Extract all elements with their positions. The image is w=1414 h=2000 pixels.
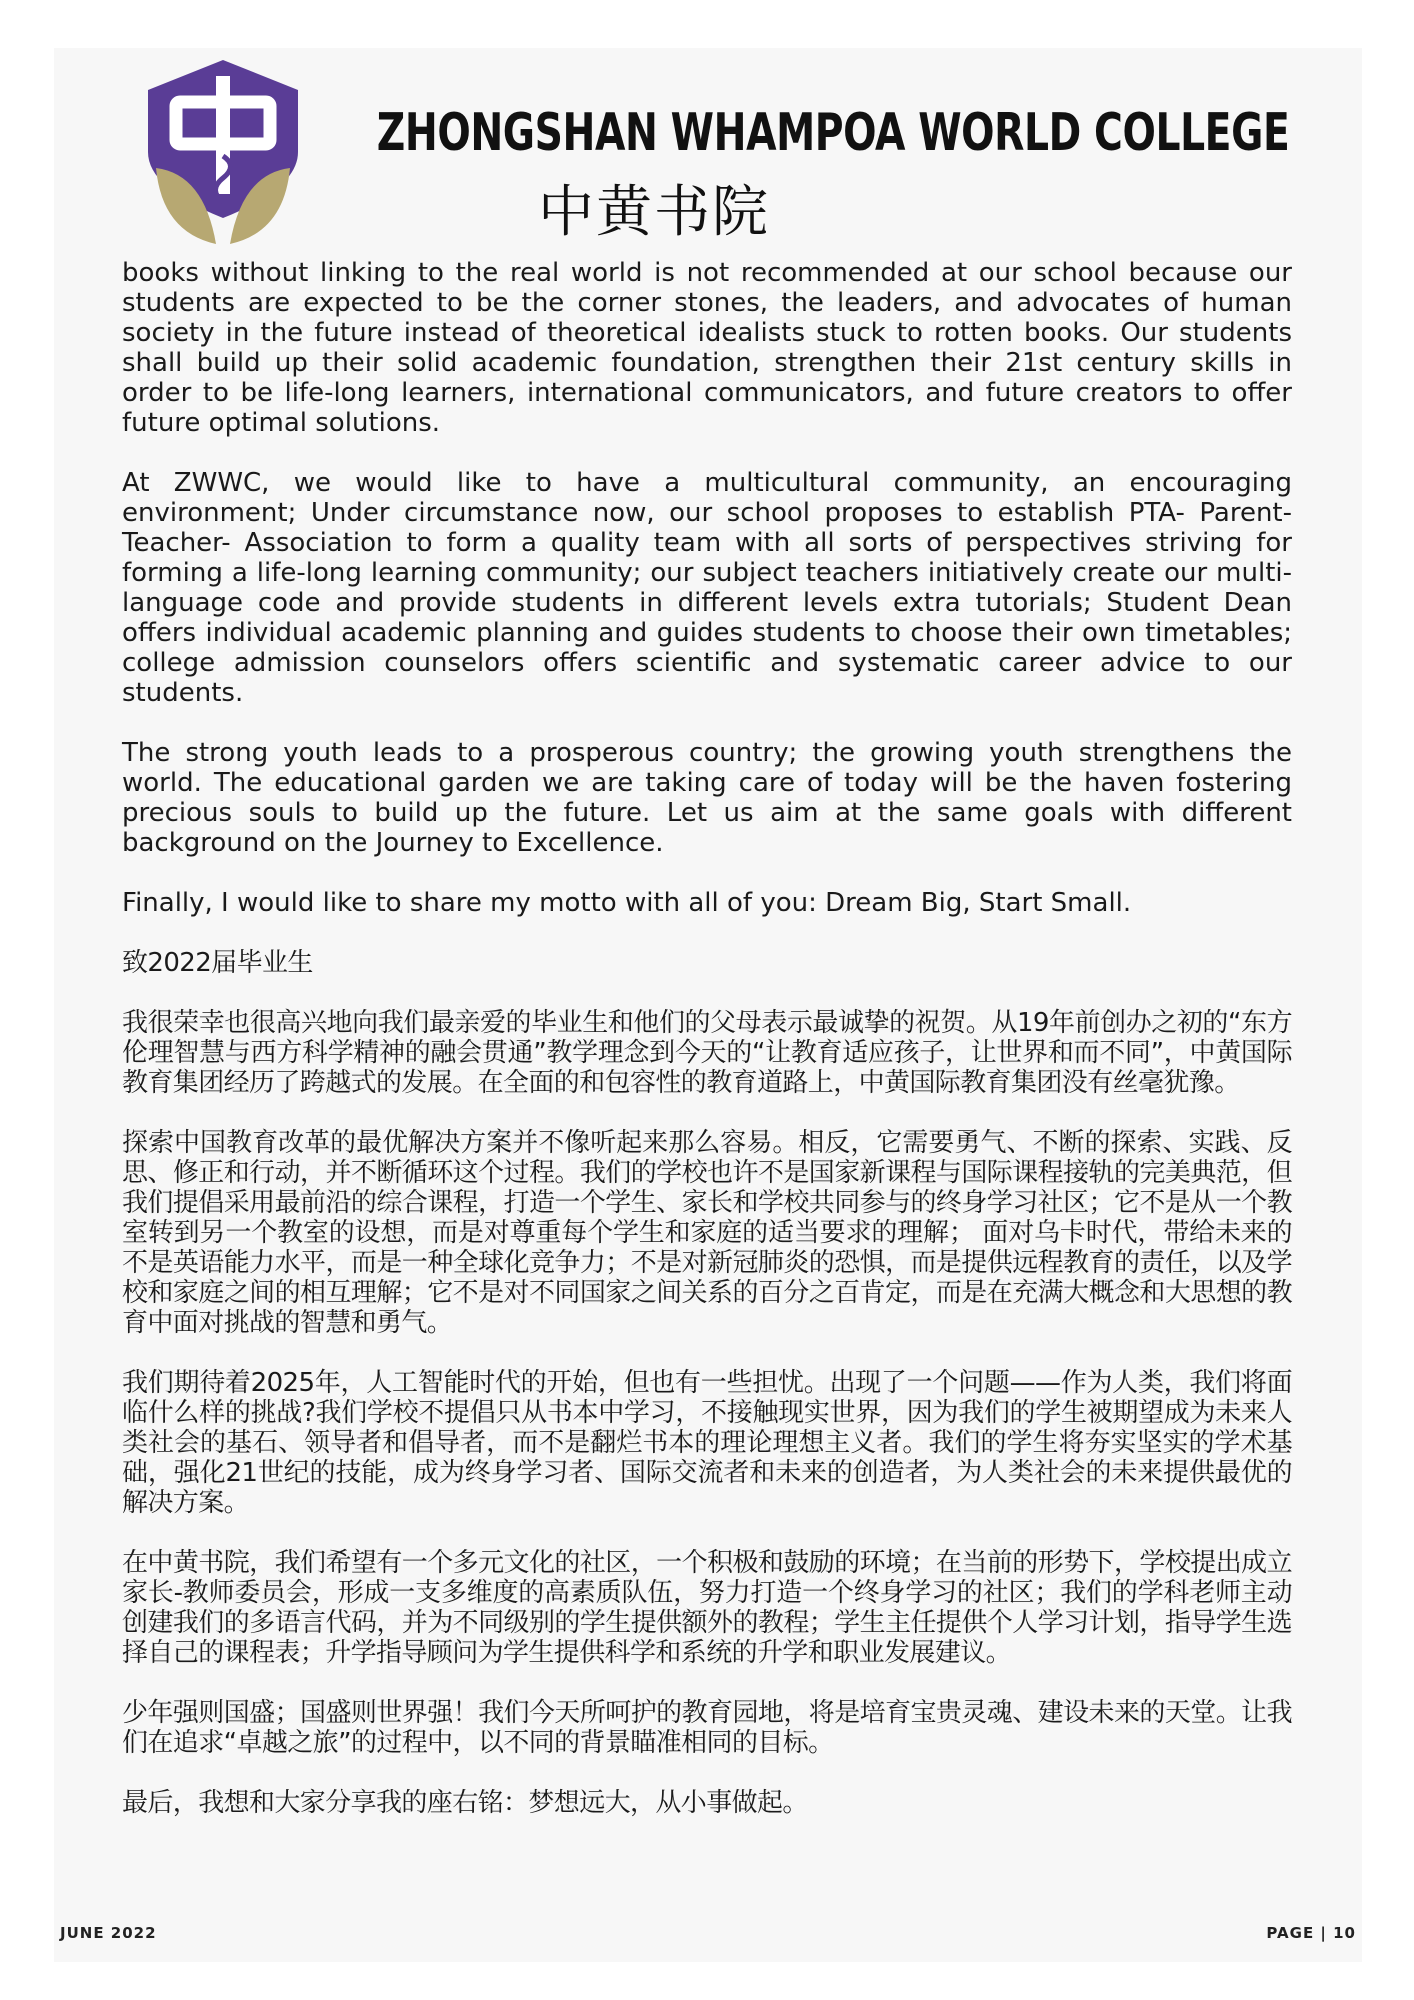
chinese-heading: 致2022届毕业生 (122, 948, 313, 978)
paragraph: 少年强则国盛；国盛则世界强！我们今天所呵护的教育园地，将是培育宝贵灵魂、建设未来的天堂。让我们在追求“卓越之旅”的过程中，以不同的背景瞄准相同的目标。 (122, 1698, 1292, 1758)
page-number: PAGE | 10 (1266, 1924, 1356, 1942)
college-name: ZHONGSHAN WHAMPOA WORLD COLLEGE (376, 103, 1290, 163)
footer-date: JUNE 2022 (60, 1924, 157, 1942)
paragraph: books without linking to the real world is not recommended at our school because our students are expected to be the corner stones, the leaders, and advocates of human society in the future instead of theoretical idealists stuck to rotten books. Our students shall build up their solid academic foundation, strengthen their 21st century skills in order to be life-long learners, international communicators, and future creators to offer future optimal solutions. (122, 258, 1292, 438)
paragraph: 探索中国教育改革的最优解决方案并不像听起来那么容易。相反，它需要勇气、不断的探索、实践、反思、修正和行动，并不断循环这个过程。我们的学校也许不是国家新课程与国际课程接轨的完美典范，但我们提倡采用最前沿的综合课程，打造一个学生、家长和学校共同参与的终身学习社区；它不是从一个教室转到另一个教室的设想，而是对尊重每个学生和家庭的适当要求的理解； 面对乌卡时代，带给未来的不是英语能力水平，而是一种全球化竞争力；不是对新冠肺炎的恐惧，而是提供远程教育的责任，以及学校和家庭之间的相互理解；它不是对不同国家之间关系的百分之百肯定，而是在充满大概念和大思想的教育中面对挑战的智慧和勇气。 (122, 1128, 1292, 1338)
college-logo-icon (142, 56, 304, 246)
paragraph: Finally, I would like to share my motto with all of you: Dream Big, Start Small. (122, 888, 1132, 918)
paragraph: 最后，我想和大家分享我的座右铭：梦想远大，从小事做起。 (122, 1788, 808, 1818)
paragraph: 我很荣幸也很高兴地向我们最亲爱的毕业生和他们的父母表示最诚挚的祝贺。从19年前创办之初的“东方伦理智慧与西方科学精神的融会贯通”教学理念到今天的“让教育适应孩子，让世界和而不同”，中黄国际教育集团经历了跨越式的发展。在全面的和包容性的教育道路上，中黄国际教育集团没有丝毫犹豫。 (122, 1008, 1292, 1098)
letter-body (122, 258, 1292, 1848)
paragraph: At ZWWC, we would like to have a multicultural community, an encouraging environment; Under circumstance now, our school proposes to establish PTA- Parent- Teacher- Association to form a quality team with all sorts of perspectives striving for forming a life-long learning community; our subject teachers initiatively create our multi-language code and provide students in different levels extra tutorials; Student Dean offers individual academic planning and guides students to choose their own timetables; college admission counselors offers scientific and systematic career advice to our students. (122, 468, 1292, 708)
paragraph: The strong youth leads to a prosperous country; the growing youth strengthens the world. The educational garden we are taking care of today will be the haven fostering precious souls to build up the future. Let us aim at the same goals with different background on the Journey to Excellence. (122, 738, 1292, 858)
college-name-chinese: 中黄书院 (538, 180, 770, 245)
document-page (54, 48, 1362, 1962)
paragraph: 在中黄书院，我们希望有一个多元文化的社区，一个积极和鼓励的环境；在当前的形势下，学校提出成立家长-教师委员会，形成一支多维度的高素质队伍，努力打造一个终身学习的社区；我们的学科老师主动创建我们的多语言代码，并为不同级别的学生提供额外的教程；学生主任提供个人学习计划，指导学生选择自己的课程表；升学指导顾问为学生提供科学和系统的升学和职业发展建议。 (122, 1548, 1292, 1668)
paragraph: 我们期待着2025年，人工智能时代的开始，但也有一些担忧。出现了一个问题——作为人类，我们将面临什么样的挑战?我们学校不提倡只从书本中学习，不接触现实世界，因为我们的学生被期望成为未来人类社会的基石、领导者和倡导者，而不是翻烂书本的理论理想主义者。我们的学生将夯实坚实的学术基础，强化21世纪的技能，成为终身学习者、国际交流者和未来的创造者，为人类社会的未来提供最优的解决方案。 (122, 1368, 1292, 1518)
